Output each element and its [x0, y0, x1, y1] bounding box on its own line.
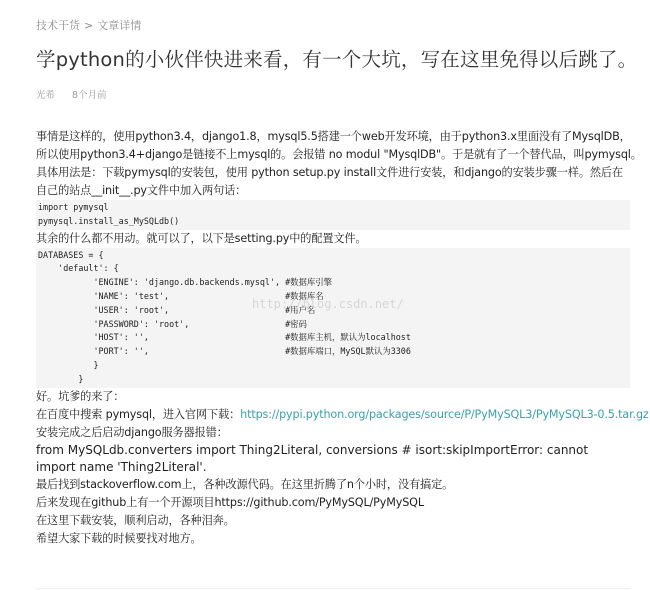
- article-time: 8个月前: [72, 90, 107, 101]
- paragraph-error-message: from MySQLdb.converters import Thing2Literal, conversions # isort:skipImportError: cannot import name 'Thing2Literal'.: [36, 442, 589, 474]
- paragraph-intro-line1: 事情是这样的，使用python3.4，django1.8，mysql5.5搭建一个web开发环境，由于python3.x里面没有了MysqlDB，: [36, 130, 631, 143]
- breadcrumb-current: 文章详情: [97, 19, 142, 32]
- paragraph-intro-line2: 所以使用python3.4+django是链接不上mysql的。会报错 no modul "MysqlDB"。于是就有了一个替代品，叫pymysql。: [36, 148, 642, 161]
- paragraph-error-intro: 安装完成之后启动django服务器报错：: [36, 425, 228, 439]
- paragraph-download: [36, 406, 649, 424]
- download-text: 在百度中搜索 pymysql，进入官网下载：: [36, 407, 241, 421]
- paragraph-github: 后来发现在github上有一个开源项目https://github.com/PyMySQL/PyMySQL: [36, 495, 424, 509]
- breadcrumb-separator: >: [84, 19, 94, 32]
- paragraph-intro-line3: 具体用法是：下载pymysql的安装包，使用 python setup.py install文件进行安装，和django的安装步骤一样。然后在: [36, 166, 623, 179]
- pypi-download-link[interactable]: https://pypi.python.org/packages/source/P/PyMySQL3/PyMySQL3-0.5.tar.gz: [240, 407, 649, 421]
- paragraph-success: 在这里下载安装，顺利启动，各种泪奔。: [36, 513, 235, 527]
- code-block-pymysql: import pymysql pymysql.install_as_MySQLdb(): [36, 200, 630, 230]
- csdn-watermark: http://blog.csdn.net/: [252, 297, 404, 311]
- breadcrumb: [36, 17, 141, 33]
- bottom-divider: [36, 588, 630, 589]
- breadcrumb-section-link[interactable]: 技术干货: [36, 19, 80, 32]
- article-author[interactable]: 光希: [36, 90, 56, 101]
- article-meta: [36, 87, 107, 101]
- code-block-databases: DATABASES = { 'default': { 'ENGINE': 'django.db.backends.mysql', #数据库引擎 'NAME': 'test', #数据库名 'USER': 'root', #用户名 'PASSWORD': 'root', #密码 'HOST': '', #数据库主机，默认为localhost 'PORT': '', #数据库端口，MySQL默认为3306 } }: [36, 248, 630, 388]
- paragraph-stackoverflow: 最后找到stackoverflow.com上，各种改源代码。在这里折腾了n个小时，没有搞定。: [36, 477, 454, 491]
- article-content: [36, 128, 649, 548]
- paragraph-closing: 希望大家下载的时候要找对地方。: [36, 531, 202, 545]
- paragraph-intro-line4: 自己的站点__init__.py文件中加入两句话：: [36, 184, 247, 197]
- article-title: 学python的小伙伴快进来看，有一个大坑，写在这里免得以后跳了。: [36, 48, 638, 71]
- paragraph-trap: 好。坑爹的来了：: [36, 389, 125, 403]
- paragraph-settings-intro: 其余的什么都不用动。就可以了，以下是setting.py中的配置文件。: [36, 231, 367, 245]
